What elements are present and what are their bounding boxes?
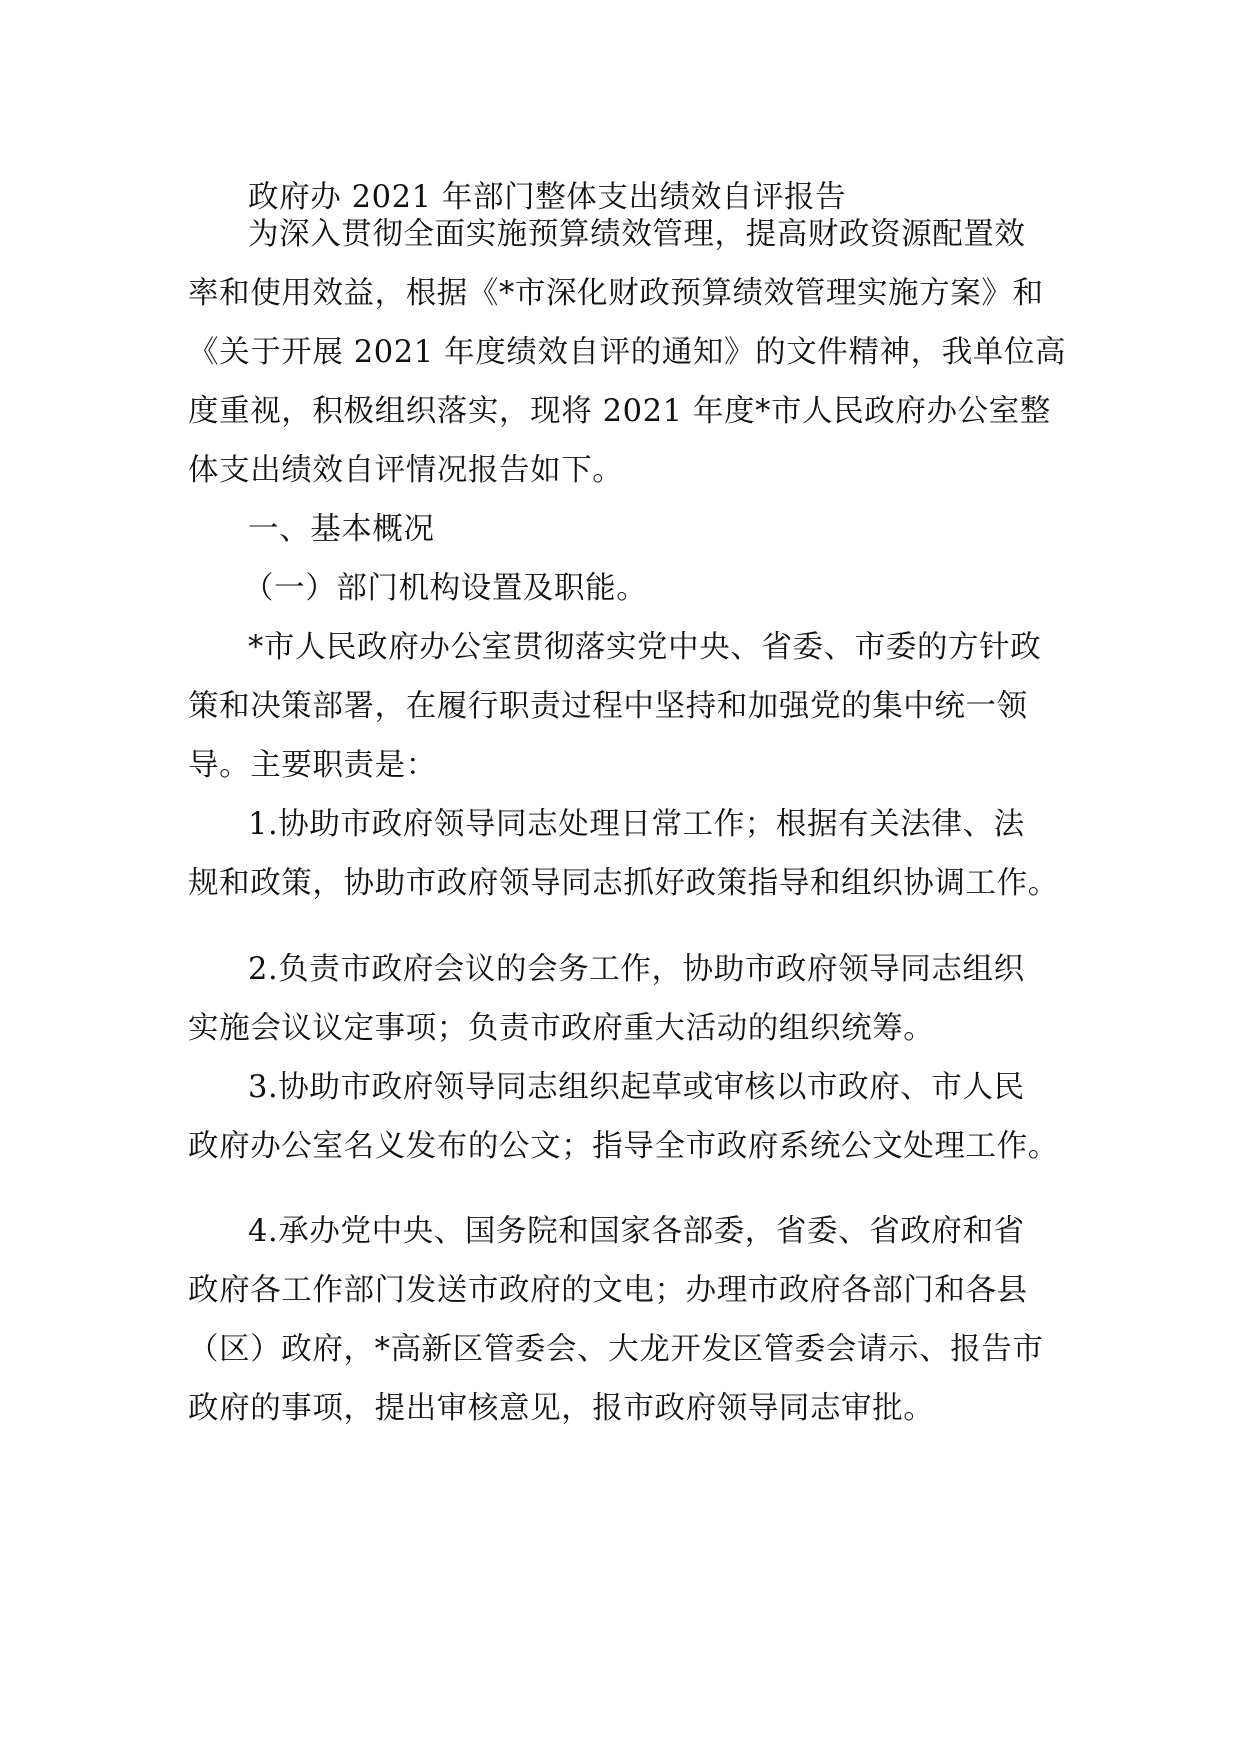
list-item-line: 政府的事项，提出审核意见，报市政府领导同志审批。: [188, 1391, 935, 1426]
section-heading: 一、基本概况: [248, 512, 435, 547]
paragraph-line: 率和使用效益，根据《*市深化财政预算绩效管理实施方案》和: [188, 276, 1044, 311]
document-title: 政府办 2021 年部门整体支出绩效自评报告: [248, 180, 847, 215]
paragraph-line: 度重视，积极组织落实，现将 2021 年度*市人民政府办公室整: [188, 394, 1051, 429]
paragraph-line: 体支出绩效自评情况报告如下。: [188, 453, 624, 488]
list-item-line: （区）政府，*高新区管委会、大龙开发区管委会请示、报告市: [188, 1332, 1044, 1367]
list-item-line: 3.协助市政府领导同志组织起草或审核以市政府、市人民: [248, 1070, 1025, 1105]
subsection-heading: （一）部门机构设置及职能。: [243, 571, 648, 606]
paragraph-line: 为深入贯彻全面实施预算绩效管理，提高财政资源配置效: [248, 217, 1026, 252]
list-item-line: 4.承办党中央、国务院和国家各部委，省委、省政府和省: [248, 1214, 1025, 1249]
list-item-line: 实施会议议定事项；负责市政府重大活动的组织统筹。: [188, 1011, 935, 1046]
list-item-line: 2.负责市政府会议的会务工作，协助市政府领导同志组织: [248, 952, 1025, 987]
list-item-line: 政府办公室名义发布的公文；指导全市政府系统公文处理工作。: [188, 1129, 1059, 1164]
paragraph-line: 导。主要职责是：: [188, 748, 437, 783]
paragraph-line: 策和决策部署，在履行职责过程中坚持和加强党的集中统一领: [188, 689, 1028, 724]
list-item-line: 政府各工作部门发送市政府的文电；办理市政府各部门和各县: [188, 1273, 1028, 1308]
paragraph-line: *市人民政府办公室贯彻落实党中央、省委、市委的方针政: [248, 630, 1042, 665]
paragraph-line: 《关于开展 2021 年度绩效自评的通知》的文件精神，我单位高: [188, 335, 1067, 370]
list-item-line: 规和政策，协助市政府领导同志抓好政策指导和组织协调工作。: [188, 866, 1059, 901]
list-item-line: 1.协助市政府领导同志处理日常工作；根据有关法律、法: [248, 807, 1025, 842]
